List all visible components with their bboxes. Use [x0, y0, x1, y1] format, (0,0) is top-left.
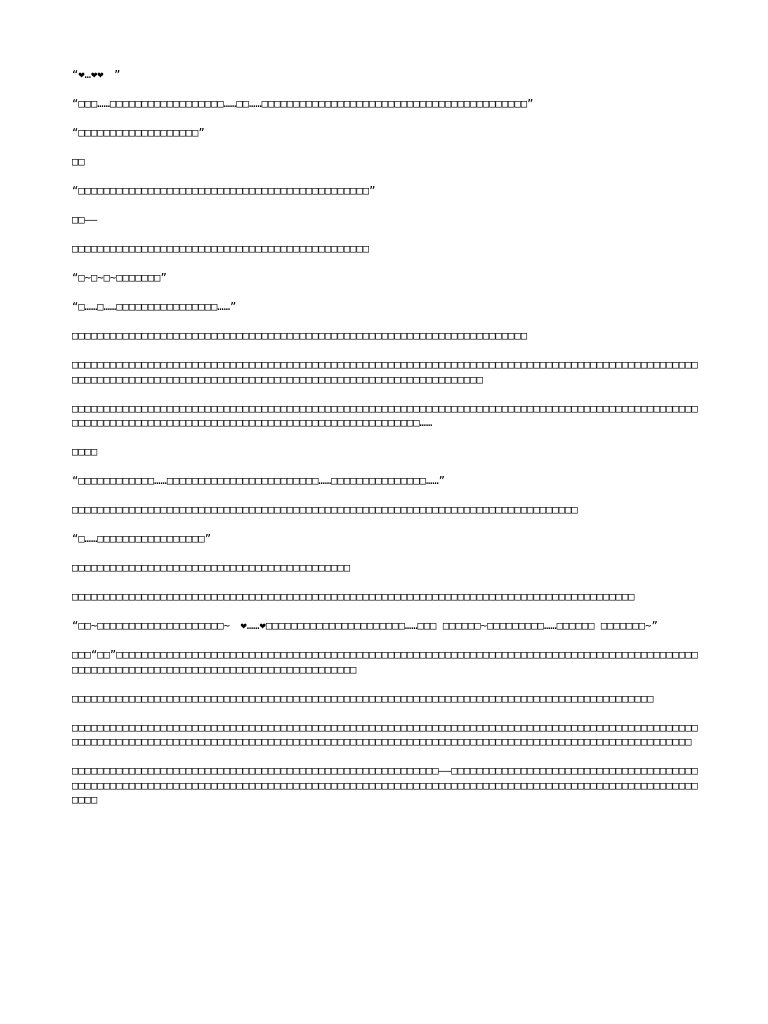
- paragraph: □□□□□□□□□□□□□□□□□□□□□□□□□□□□□□□□□□□□□□□□□□□□□□□□□□□□□□□□□□□□□□□□□□□□□□□□□□□□□□□□□□□□□□□□□: [72, 591, 635, 603]
- paragraph: □□□□□□□□□□□□□□□□□□□□□□□□□□□□□□□□□□□□□□□□□□□□□□□□□□□□□□□□□□□□□□□□□□□□□□□□□□□□□□□□□□□□□□□□□□□□□□□□□□□□□□□□□□□□□□□□□□□□□□□□□□□□□□□□□□□□□□□□□□□□□□□□□□□□□□□□□□……: [72, 402, 698, 429]
- paragraph: □□□□□□□□□□□□□□□□□□□□□□□□□□□□□□□□□□□□□□□□□□□□□□□: [72, 243, 370, 255]
- paragraph: “□□□□□□□□□□□□……□□□□□□□□□□□□□□□□□□□□□□□□……□□□□□□□□□□□□□□□……”: [72, 475, 445, 487]
- paragraph: □□□□□□□□□□□□□□□□□□□□□□□□□□□□□□□□□□□□□□□□□□□□□□□□□□□□□□□□□□——□□□□□□□□□□□□□□□□□□□□□□□□□□□□□□□□□□□□□□□□□□□□□□□□□□□□□□□□□□□□□□□□□□□□□□□□□□□□□□□□□□□□□□□□□□□□□□□□□□□□□□□□□□□□□□□□□□□□□□□□□□□□□□□□□□□□□□□□□□□□□□: [72, 765, 698, 806]
- paragraph: □□□□□□□□□□□□□□□□□□□□□□□□□□□□□□□□□□□□□□□□□□□□: [72, 562, 351, 574]
- paragraph: □□——: [72, 214, 98, 226]
- paragraph: □□□□□□□□□□□□□□□□□□□□□□□□□□□□□□□□□□□□□□□□□□□□□□□□□□□□□□□□□□□□□□□□□□□□□□□□□□□□□□□□: [72, 504, 578, 516]
- paragraph: “□□□□□□□□□□□□□□□□□□□□□□□□□□□□□□□□□□□□□□□□□□□□□□”: [72, 185, 376, 197]
- paragraph: □□: [72, 156, 85, 168]
- document-page: [72, 68, 704, 822]
- paragraph: □□□□□□□□□□□□□□□□□□□□□□□□□□□□□□□□□□□□□□□□□□□□□□□□□□□□□□□□□□□□□□□□□□□□□□□□□□□□□□□□□□□□□□□□□□□□□□□□□□□□□□□□□□□□□□□□□□□□□□□□□□□□□□□□□□□□□□□□□□□□□□□□□□□□□□□□□□□□□□□□□□□□□□□□□□□□□□□□□□□□□□□□□□□□□□□□□□□□□: [72, 721, 698, 748]
- paragraph: “□……□□□□□□□□□□□□□□□□□”: [72, 533, 212, 545]
- paragraph: “□□□□□□□□□□□□□□□□□□□”: [72, 127, 205, 139]
- paragraph: “□□□……□□□□□□□□□□□□□□□□□□……□□……□□□□□□□□□□□□□□□□□□□□□□□□□□□□□□□□□□□□□□□□□□”: [72, 98, 534, 110]
- paragraph: □□□“□□”□□□□□□□□□□□□□□□□□□□□□□□□□□□□□□□□□□□□□□□□□□□□□□□□□□□□□□□□□□□□□□□□□□□□□□□□□□□□□□□□□□□□□□□□□□□□□□□□□□□□□□□□□□□□□□□□□□□□□□□□□□□□□□□□□□□□□□□□□: [72, 649, 698, 676]
- paragraph: □□□□: [72, 446, 98, 458]
- paragraph: □□□□□□□□□□□□□□□□□□□□□□□□□□□□□□□□□□□□□□□□□□□□□□□□□□□□□□□□□□□□□□□□□□□□□□□□: [72, 330, 528, 342]
- paragraph: “□……□……□□□□□□□□□□□□□□□□……”: [72, 301, 237, 313]
- paragraph: “□~□~□~□□□□□□□”: [72, 272, 167, 284]
- paragraph: “□□~□□□□□□□□□□□□□□□□□□□□~ ❤……❤□□□□□□□□□□□□□□□□□□□□□□……□□□ □□□□□□~□□□□□□□□□……□□□□□□ □□□□□□□~”: [72, 620, 658, 632]
- paragraph: “❤…❤❤ ”: [72, 69, 121, 81]
- paragraph: □□□□□□□□□□□□□□□□□□□□□□□□□□□□□□□□□□□□□□□□□□□□□□□□□□□□□□□□□□□□□□□□□□□□□□□□□□□□□□□□□□□□□□□□□□□□□□□□□□□□□□□□□□□□□□□□□□□□□□□□□□□□□□□□□□□□□□□□□□□□□□□□□□□□□□□□□□□□□□□□□□□□: [72, 359, 698, 386]
- paragraph: □□□□□□□□□□□□□□□□□□□□□□□□□□□□□□□□□□□□□□□□□□□□□□□□□□□□□□□□□□□□□□□□□□□□□□□□□□□□□□□□□□□□□□□□□□□□: [72, 692, 654, 705]
